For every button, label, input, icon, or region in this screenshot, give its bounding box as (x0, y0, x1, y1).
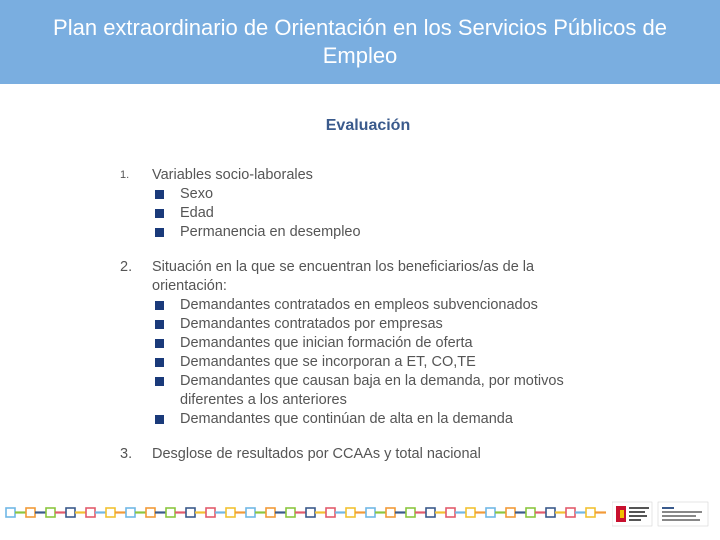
bullet-item: Permanencia en desempleo (152, 223, 600, 242)
item-number: 1. (120, 169, 130, 181)
square-bullet-icon (155, 190, 164, 199)
government-logos (612, 500, 712, 528)
square-bullet-icon (155, 358, 164, 367)
item-number: 2. (120, 259, 133, 275)
bullet-item: Demandantes que se incorporan a ET, CO,TE (152, 353, 600, 372)
square-bullet-icon (155, 377, 164, 386)
bullet-list (152, 185, 600, 242)
content-list (120, 166, 600, 480)
item-number: 3. (120, 446, 133, 462)
header-banner (0, 0, 720, 84)
employment-service-logo-icon (658, 502, 708, 526)
page-title: Plan extraordinario de Orientación en los Servicios Públicos de Empleo (53, 15, 667, 68)
bullet-item: Sexo (152, 185, 600, 204)
bullet-item: Demandantes contratados en empleos subvencionados (152, 296, 600, 315)
section-title: Evaluación (325, 117, 411, 134)
square-bullet-icon (155, 301, 164, 310)
bullet-item: Demandantes que inician formación de oferta (152, 334, 600, 353)
decorative-chain-border (0, 498, 610, 528)
item-text: Desglose de resultados por CCAAs y total nacional (152, 446, 481, 462)
square-bullet-icon (155, 339, 164, 348)
list-item-2 (120, 258, 600, 429)
bullet-list (152, 296, 600, 429)
square-bullet-icon (155, 228, 164, 237)
list-item-1 (120, 166, 600, 242)
item-text: Variables socio-laborales (152, 167, 313, 183)
bullet-item: Edad (152, 204, 600, 223)
bullet-item: Demandantes que causan baja en la demanda, por motivos diferentes a los anteriores (152, 372, 600, 410)
square-bullet-icon (155, 320, 164, 329)
bullet-item: Demandantes que continúan de alta en la demanda (152, 410, 600, 429)
bullet-item: Demandantes contratados por empresas (152, 315, 600, 334)
list-item-3 (120, 445, 600, 464)
square-bullet-icon (155, 209, 164, 218)
square-bullet-icon (155, 415, 164, 424)
item-text: Situación en la que se encuentran los beneficiarios/as de la orientación: (152, 259, 535, 294)
